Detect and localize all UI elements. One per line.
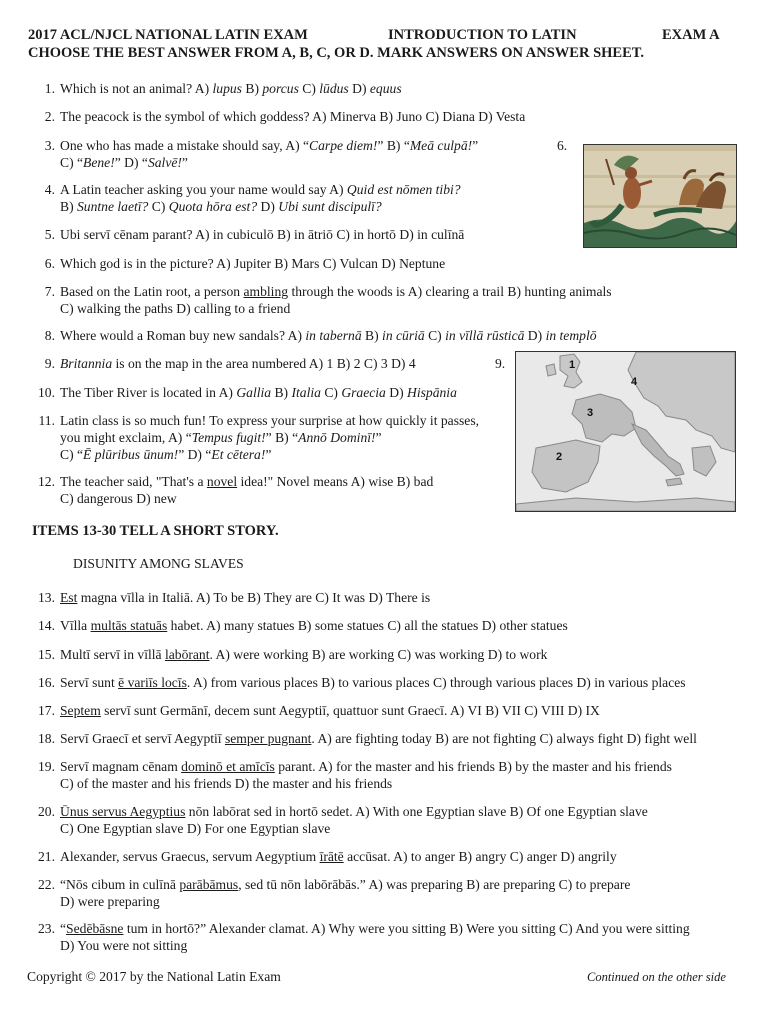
question-1: 1. Which is not an animal? A) lupus B) porcus C) lūdus D) equus <box>44 81 402 96</box>
exam-title: 2017 ACL/NJCL NATIONAL LATIN EXAM <box>28 27 308 43</box>
map-label-2: 2 <box>556 451 563 463</box>
question-6: 6. Which god is in the picture? A) Jupiter B) Mars C) Vulcan D) Neptune <box>44 256 446 271</box>
question-18: 18. Servī Graecī et servī Aegyptiī semper pugnant. A) are fighting today B) are not fighting C) always fight D) fight well <box>38 731 697 746</box>
question-23: 23. “Sedēbāsne tum in hortō?” Alexander clamat. A) Why were you sitting B) Were you sitting C) And you were sitting D) You were not sitting <box>38 921 690 953</box>
neptune-mosaic-drawing <box>584 145 736 247</box>
map-label-1: 1 <box>569 359 576 371</box>
question-16: 16. Servī sunt ē variīs locīs. A) from various places B) to various places C) through various places D) in various places <box>38 675 686 690</box>
question-8: 8. Where would a Roman buy new sandals? A) in tabernā B) in cūriā C) in vīllā rūsticā D) in templō <box>44 328 597 343</box>
question-7: 7. Based on the Latin root, a person ambling through the woods is A) clearing a trail B) hunting animals C) walking the paths D) calling to a friend <box>44 284 612 316</box>
question-22: 22. “Nōs cibum in culīnā parābāmus, sed tū nōn labōrābās.” A) was preparing B) are preparing C) to prepare D) were preparing <box>38 877 631 909</box>
map-label-4: 4 <box>631 376 638 388</box>
map-label-3: 3 <box>587 407 594 419</box>
question-15: 15. Multī servī in vīllā labōrant. A) were working B) are working C) was working D) to work <box>38 647 548 662</box>
neptune-mosaic-image <box>583 144 737 248</box>
question-13: 13. Est magna vīlla in Italiā. A) To be B) They are C) It was D) There is <box>38 590 431 605</box>
question-10: 10. The Tiber River is located in A) Gallia B) Italia C) Graecia D) Hispānia <box>38 385 457 400</box>
exam-code: EXAM A <box>662 27 720 43</box>
question-5: 5. Ubi servī cēnam parant? A) in cubiculō B) in ātriō C) in hortō D) in culīnā <box>44 227 465 242</box>
question-2: 2. The peacock is the symbol of which goddess? A) Minerva B) Juno C) Diana D) Vesta <box>44 109 526 124</box>
question-12: 12. The teacher said, "That's a novel idea!" Novel means A) wise B) bad C) dangerous D) new <box>38 474 434 506</box>
europe-map-image <box>515 351 736 512</box>
copyright-notice: Copyright © 2017 by the National Latin Exam <box>27 969 281 984</box>
question-17: 17. Septem servī sunt Germānī, decem sunt Aegyptiī, quattuor sunt Graecī. A) VI B) VII C) VIII D) IX <box>38 703 600 718</box>
instructions: CHOOSE THE BEST ANSWER FROM A, B, C, OR D. MARK ANSWERS ON ANSWER SHEET. <box>28 45 644 61</box>
exam-subject: INTRODUCTION TO LATIN <box>388 27 577 43</box>
continued-note: Continued on the other side <box>587 970 726 984</box>
question-20: 20. Ūnus servus Aegyptius nōn labōrat sed in hortō sedet. A) With one Egyptian slave B) Of one Egyptian slave C) One Egyptian slave D) For one Egyptian slave <box>38 804 648 836</box>
question-9: 9. Britannia is on the map in the area numbered A) 1 B) 2 C) 3 D) 4 <box>44 356 416 371</box>
question-14: 14. Vīlla multās statuās habet. A) many statues B) some statues C) all the statues D) other statues <box>38 618 568 633</box>
question-11: 11. Latin class is so much fun! To express your surprise at how quickly it passes, you might exclaim, A) “Tempus fugit!” B) “Annō Dominī!” C) “Ē plūribus ūnum!” D) “Et cētera!” <box>38 413 480 462</box>
question-3: 3. One who has made a mistake should say, A) “Carpe diem!” B) “Meā culpā!” C) “Bene!” D) “Salvē!” <box>44 138 479 170</box>
figure-9-label: 9. <box>495 356 506 371</box>
story-title: DISUNITY AMONG SLAVES <box>73 556 244 571</box>
story-section-title: ITEMS 13-30 TELL A SHORT STORY. <box>32 523 279 539</box>
europe-map-drawing <box>516 352 735 511</box>
question-19: 19. Servī magnam cēnam dominō et amīcīs parant. A) for the master and his friends B) by the master and his friends C) of the master and his friends D) the master and his friends <box>38 759 672 791</box>
figure-6-label: 6. <box>557 138 568 153</box>
question-4: 4. A Latin teacher asking you your name would say A) Quid est nōmen tibi? B) Suntne laetī? C) Quota hōra est? D) Ubi sunt discipulī? <box>44 182 461 214</box>
question-21: 21. Alexander, servus Graecus, servum Aegyptium īrātē accūsat. A) to anger B) angry C) anger D) angrily <box>38 849 617 864</box>
